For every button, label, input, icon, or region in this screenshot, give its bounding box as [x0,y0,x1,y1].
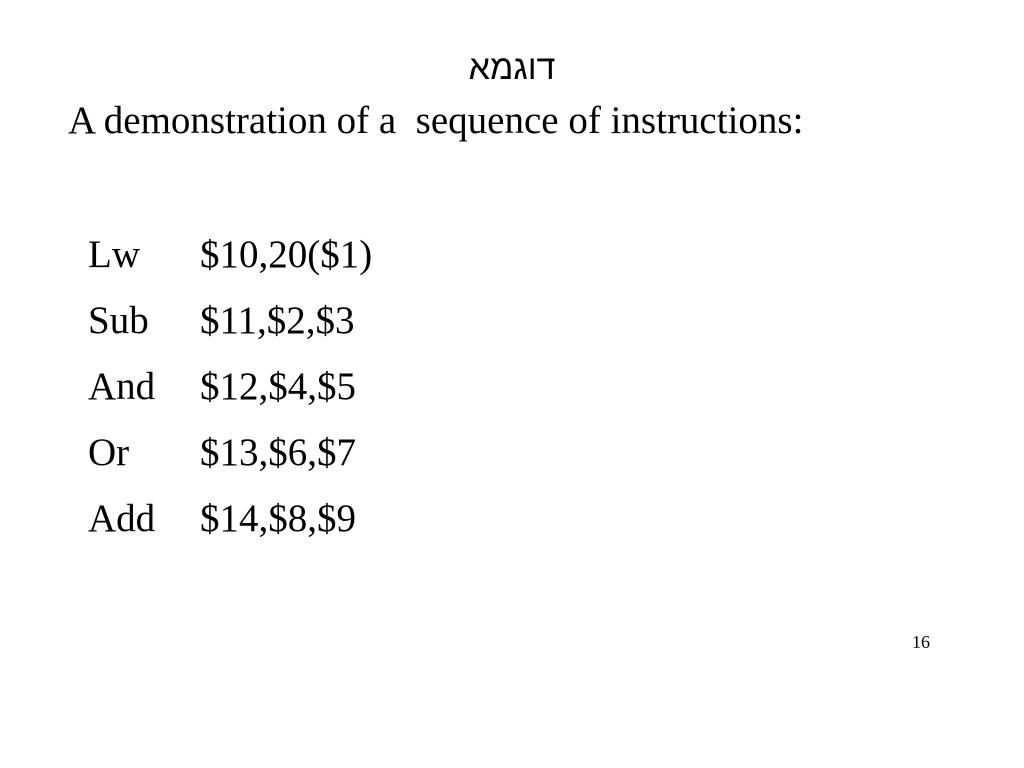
instruction-row [88,298,372,364]
instruction-operands: $14,$8,$9 [200,497,356,540]
slide-title: דוגמא [468,49,556,87]
instruction-operands: $10,20($1) [200,233,373,276]
slide-subtitle: A demonstration of a sequence of instructions: [68,99,804,142]
instruction-opcode: Lw [88,233,140,276]
instruction-opcode: Sub [88,299,149,342]
instruction-row [88,496,372,562]
instruction-row [88,364,372,430]
instruction-operands: $11,$2,$3 [200,299,355,342]
instruction-opcode: Or [88,431,130,474]
instruction-operands: $12,$4,$5 [200,365,356,408]
instruction-operands: $13,$6,$7 [200,431,356,474]
instruction-list [88,232,372,562]
instruction-opcode: And [88,365,156,408]
instruction-row [88,232,372,298]
instruction-row [88,430,372,496]
page-number: 16 [912,632,930,652]
instruction-opcode: Add [88,497,156,540]
